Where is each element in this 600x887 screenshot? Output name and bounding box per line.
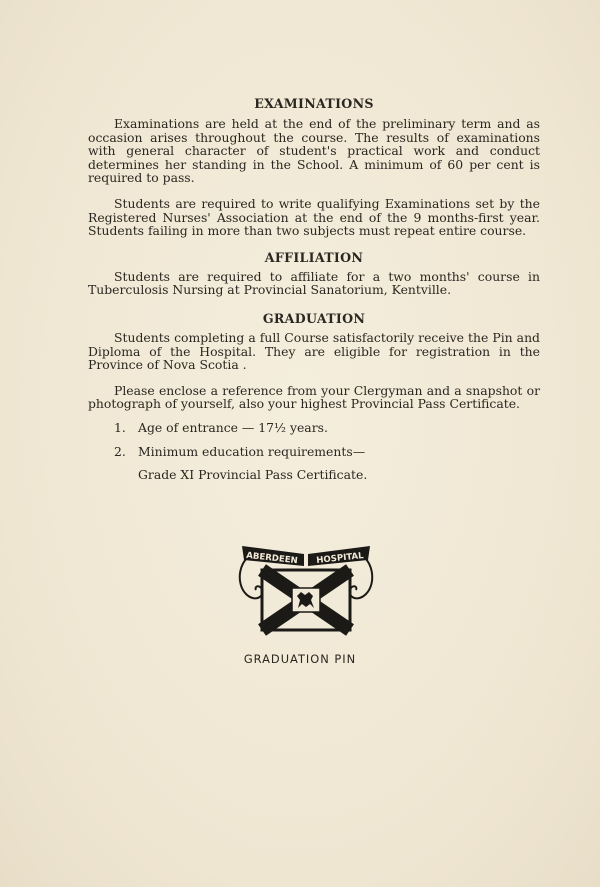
pin-banner-left-text: ABERDEEN	[245, 550, 299, 567]
list-item-number: 1.	[114, 419, 126, 435]
list-item	[114, 421, 540, 435]
document-body	[88, 96, 540, 482]
graduation-paragraph-2: Please enclose a reference from your Clergyman and a snapshot or photograph of yourself, also your highest Provincial Pass Certificate.	[88, 382, 540, 412]
graduation-heading: GRADUATION	[262, 310, 366, 326]
pin-banner-right-text: HOSPITAL	[315, 551, 365, 566]
examinations-paragraph-2: Students are required to write qualifying Examinations set by the Registered Nurses' Association at the end of the 9 months-first year. Students failing in more than two subjects must repeat entire course.	[88, 195, 540, 239]
list-sub-item: Grade XI Provincial Pass Certificate.	[138, 467, 368, 483]
examinations-paragraph-1: Examinations are held at the end of the preliminary term and as occasion arises throughout the course. The results of examinations with general character of student's practical work and conduct determines her standing in the School. A minimum of 60 per cent is required to pass.	[88, 116, 540, 186]
graduation-pin-image	[234, 540, 378, 640]
affiliation-section	[88, 250, 540, 297]
list-item-text: Age of entrance — 17½ years.	[138, 419, 328, 435]
list-item	[114, 445, 540, 459]
examinations-section	[88, 96, 540, 238]
pin-caption: GRADUATION PIN	[243, 652, 357, 666]
affiliation-heading: AFFILIATION	[264, 249, 364, 265]
examinations-heading: EXAMINATIONS	[254, 96, 374, 111]
graduation-paragraph-1: Students completing a full Course satisfactorily receive the Pin and Diploma of the Hospital. They are eligible for registration in the Province of Nova Scotia .	[88, 329, 540, 373]
list-item-number: 2.	[114, 443, 126, 459]
requirements-list	[88, 421, 540, 482]
graduation-section	[88, 311, 540, 482]
list-item-text: Minimum education requirements—	[138, 443, 366, 459]
affiliation-paragraph: Students are required to affiliate for a two months' course in Tuberculosis Nursing at Provincial Sanatorium, Kentville.	[88, 268, 540, 298]
